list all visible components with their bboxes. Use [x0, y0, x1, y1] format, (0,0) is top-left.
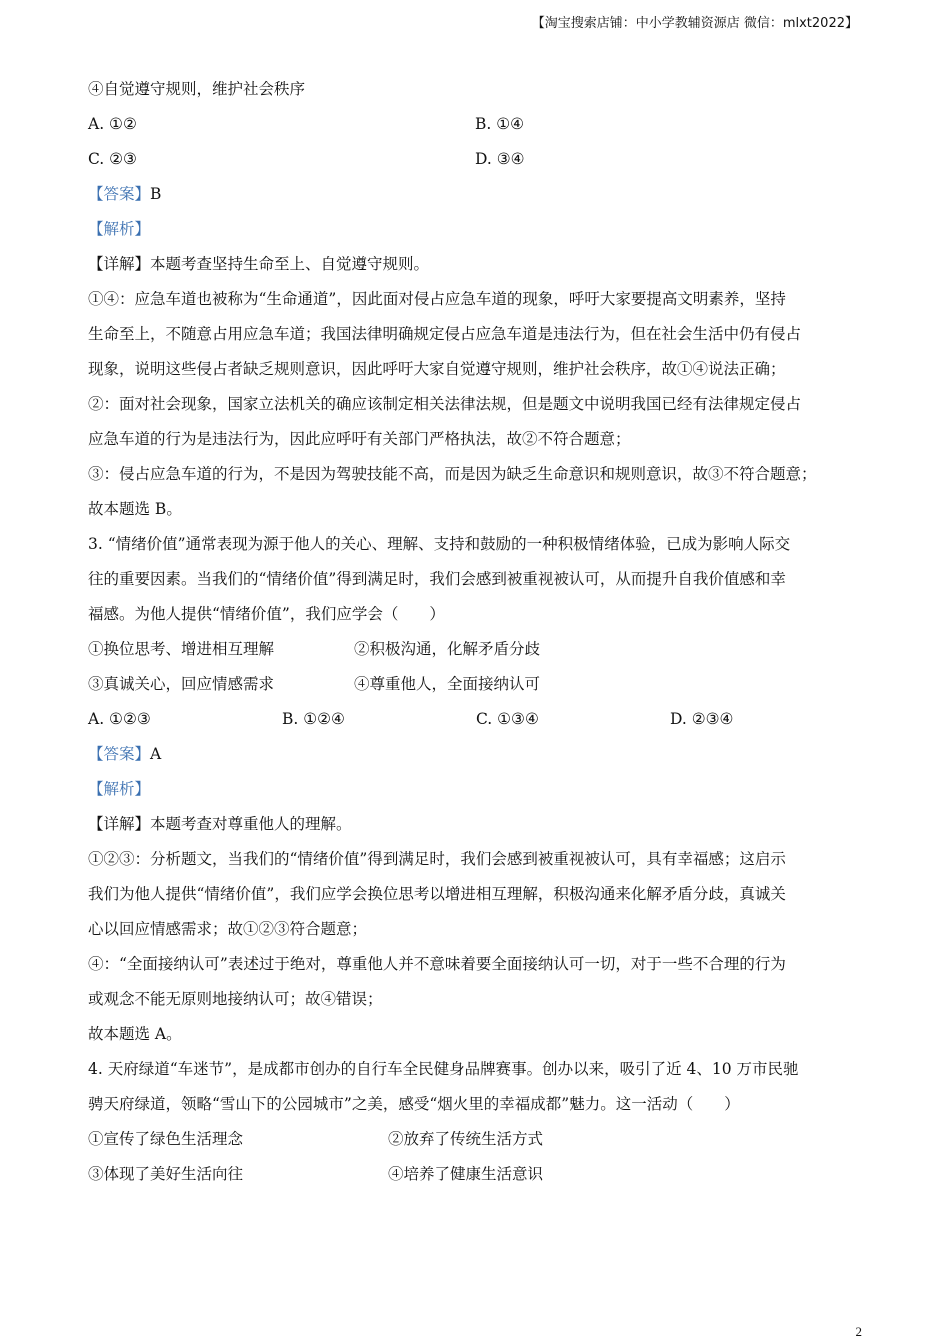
- answer-value: B: [150, 185, 162, 203]
- q2-conclusion: 故本题选 B。: [88, 500, 182, 518]
- q3-stem-line: 3. “情绪价值”通常表现为源于他人的关心、理解、支持和鼓励的一种积极情绪体验，已成为影响人际交: [88, 535, 791, 553]
- q2-option-d: D. ③④: [475, 150, 525, 168]
- header-watermark: 【淘宝搜索店铺：中小学教辅资源店 微信：mlxt2022】: [531, 16, 858, 31]
- q3-item-2: ②积极沟通，化解矛盾分歧: [354, 640, 541, 658]
- document-body: [88, 72, 868, 1192]
- q2-analysis-tag: 【解析】: [88, 220, 151, 238]
- q2-analysis-line: ③：侵占应急车道的行为，不是因为驾驶技能不高，而是因为缺乏生命意识和规则意识，故③不符合题意；: [88, 465, 817, 483]
- q2-option-c: C. ②③: [88, 150, 137, 168]
- answer-value: A: [150, 745, 162, 763]
- q3-option-c: C. ①③④: [476, 710, 539, 728]
- q3-detail: 【详解】本题考查对尊重他人的理解。: [88, 815, 352, 833]
- q3-item-4: ④尊重他人，全面接纳认可: [354, 675, 541, 693]
- q2-detail: 【详解】本题考查坚持生命至上、自觉遵守规则。: [88, 255, 430, 273]
- q2-options-row-2: [88, 142, 868, 177]
- q4-stem-line: 骋天府绿道，领略“雪山下的公园城市”之美，感受“烟火里的幸福成都”魅力。这一活动（ ）: [88, 1095, 740, 1113]
- q2-option-b: B. ①④: [475, 115, 525, 133]
- q2-options-row-1: [88, 107, 868, 142]
- q3-analysis-line: ①②③：分析题文，当我们的“情绪价值”得到满足时，我们会感到被重视被认可，具有幸福感；这启示: [88, 850, 786, 868]
- q3-item-1: ①换位思考、增进相互理解: [88, 640, 275, 658]
- q3-analysis-line: 心以回应情感需求；故①②③符合题意；: [88, 920, 368, 938]
- q3-options: [88, 702, 868, 737]
- answer-tag: 【答案】: [88, 745, 151, 763]
- q3-conclusion: 故本题选 A。: [88, 1025, 182, 1043]
- q3-items-row-2: [88, 667, 868, 702]
- q3-option-b: B. ①②④: [282, 710, 345, 728]
- q2-answer: [88, 177, 868, 212]
- q2-analysis-line: 应急车道的行为是违法行为，因此应呼吁有关部门严格执法，故②不符合题意；: [88, 430, 631, 448]
- answer-tag: 【答案】: [88, 185, 151, 203]
- page-number: 2: [855, 1324, 862, 1339]
- q4-item-3: ③体现了美好生活向往: [88, 1165, 244, 1183]
- q3-stem-line: 福感。为他人提供“情绪价值”，我们应学会（ ）: [88, 605, 445, 623]
- q4-stem-line: 4. 天府绿道“车迷节”，是成都市创办的自行车全民健身品牌赛事。创办以来，吸引了近 4、10 万市民驰: [88, 1060, 799, 1078]
- q3-stem-line: 往的重要因素。当我们的“情绪价值”得到满足时，我们会感到被重视被认可，从而提升自我价值感和幸: [88, 570, 786, 588]
- q3-item-3: ③真诚关心，回应情感需求: [88, 675, 275, 693]
- q3-analysis-line: 或观念不能无原则地接纳认可；故④错误；: [88, 990, 383, 1008]
- q3-option-a: A. ①②③: [88, 710, 151, 728]
- q4-item-1: ①宣传了绿色生活理念: [88, 1130, 244, 1148]
- q3-analysis-line: ④：“全面接纳认可”表述过于绝对，尊重他人并不意味着要全面接纳认可一切，对于一些不合理的行为: [88, 955, 786, 973]
- q2-item-4: ④自觉遵守规则，维护社会秩序: [88, 80, 306, 98]
- q2-analysis-line: ①④：应急车道也被称为“生命通道”，因此面对侵占应急车道的现象，呼吁大家要提高文明素养，坚持: [88, 290, 786, 308]
- q2-option-a: A. ①②: [88, 115, 137, 133]
- q3-analysis-line: 我们为他人提供“情绪价值”，我们应学会换位思考以增进相互理解，积极沟通来化解矛盾分歧，真诚关: [88, 885, 786, 903]
- q2-analysis-line: ②：面对社会现象，国家立法机关的确应该制定相关法律法规，但是题文中说明我国已经有法律规定侵占: [88, 395, 802, 413]
- q4-item-2: ②放弃了传统生活方式: [388, 1130, 544, 1148]
- q3-option-d: D. ②③④: [670, 710, 734, 728]
- q3-analysis-tag: 【解析】: [88, 780, 151, 798]
- q3-items-row-1: [88, 632, 868, 667]
- q4-items-row-1: [88, 1122, 868, 1157]
- q2-analysis-line: 生命至上，不随意占用应急车道；我国法律明确规定侵占应急车道是违法行为，但在社会生活中仍有侵占: [88, 325, 802, 343]
- q4-item-4: ④培养了健康生活意识: [388, 1165, 544, 1183]
- q3-answer: [88, 737, 868, 772]
- q4-items-row-2: [88, 1157, 868, 1192]
- q2-analysis-line: 现象，说明这些侵占者缺乏规则意识，因此呼吁大家自觉遵守规则，维护社会秩序，故①④说法正确；: [88, 360, 786, 378]
